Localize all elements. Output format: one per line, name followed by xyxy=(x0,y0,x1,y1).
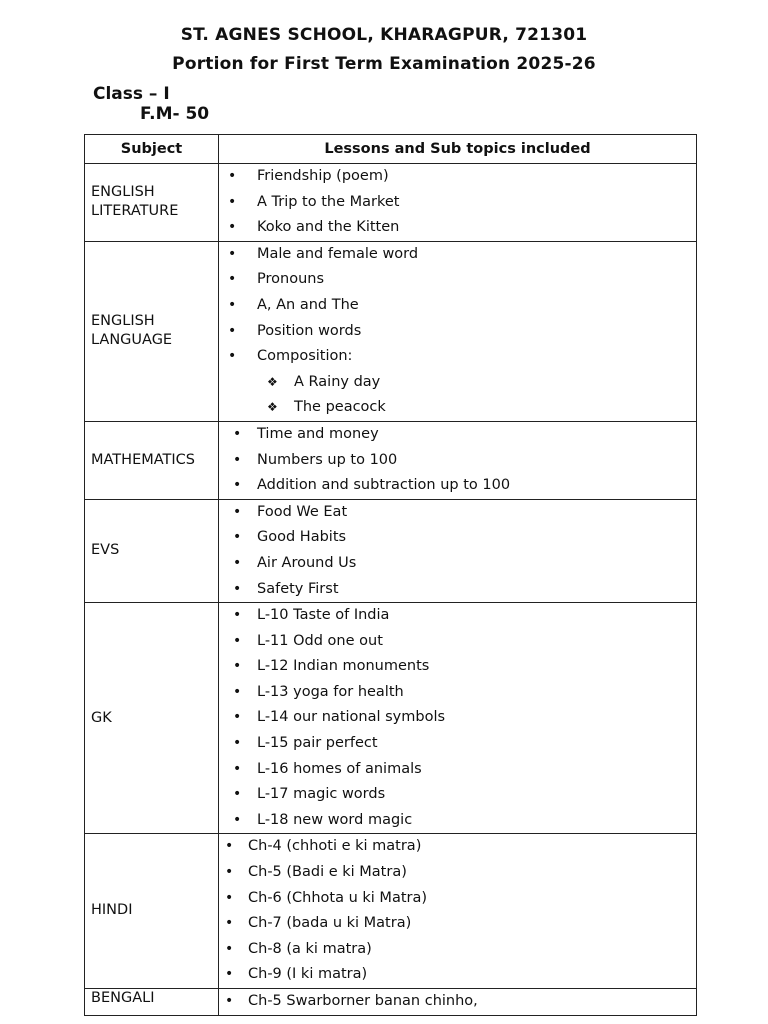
topic-text: Ch-6 (Chhota u ki Matra) xyxy=(248,889,428,906)
subtopic-item xyxy=(219,395,696,421)
topic-text: L-18 new word magic xyxy=(257,811,413,828)
topic-item xyxy=(219,808,696,834)
topic-list xyxy=(219,989,696,1015)
bullet-icon: • xyxy=(233,735,242,752)
topic-item xyxy=(219,654,696,680)
bullet-icon: • xyxy=(233,580,242,597)
subject-name: LITERATURE xyxy=(91,203,179,220)
bullet-icon: • xyxy=(233,425,242,442)
topic-text: L-10 Taste of India xyxy=(257,607,390,624)
topic-text: Food We Eat xyxy=(257,503,348,520)
topic-item xyxy=(219,603,696,629)
table-row xyxy=(85,834,697,989)
topic-text: L-14 our national symbols xyxy=(257,709,446,726)
exam-title: Portion for First Term Examination 2025-26 xyxy=(172,54,596,74)
subject-name: LANGUAGE xyxy=(91,332,173,349)
bullet-icon: • xyxy=(228,219,237,236)
topic-item xyxy=(219,164,696,190)
bullet-icon: • xyxy=(233,451,242,468)
bullet-icon: • xyxy=(228,348,237,365)
topic-item xyxy=(219,319,696,345)
subject-name: ENGLISH xyxy=(91,183,155,200)
bullet-icon: • xyxy=(233,477,242,494)
topic-text: Friendship (poem) xyxy=(257,168,389,184)
bullet-icon: • xyxy=(228,168,237,184)
bullet-icon: • xyxy=(233,529,242,546)
bullet-icon: • xyxy=(225,966,234,983)
table-row xyxy=(85,499,697,602)
diamond-bullet-icon: ❖ xyxy=(267,400,278,415)
topics-cell xyxy=(219,603,697,834)
bullet-icon: • xyxy=(225,838,234,855)
subject-name: GK xyxy=(91,709,112,726)
topic-item xyxy=(219,215,696,241)
subtopic-text: A Rainy day xyxy=(294,373,381,390)
topics-cell xyxy=(219,241,697,421)
topic-item xyxy=(219,680,696,706)
topic-text: Addition and subtraction up to 100 xyxy=(257,477,511,494)
topics-cell xyxy=(219,834,697,989)
portion-table xyxy=(84,134,697,1016)
subject-name: MATHEMATICS xyxy=(91,451,195,468)
bullet-icon: • xyxy=(225,889,234,906)
topic-item xyxy=(219,886,696,912)
table-row xyxy=(85,603,697,834)
table-row xyxy=(85,989,697,1016)
subject-cell xyxy=(85,603,219,834)
column-header-lessons: Lessons and Sub topics included xyxy=(219,135,697,164)
bullet-icon: • xyxy=(233,632,242,649)
topic-item xyxy=(219,242,696,268)
topic-list xyxy=(219,164,696,241)
topic-text: Koko and the Kitten xyxy=(257,219,400,236)
subject-cell xyxy=(85,834,219,989)
bullet-icon: • xyxy=(225,993,234,1009)
subtopic-text: The peacock xyxy=(294,399,386,416)
topic-list xyxy=(219,422,696,499)
subtopic-item xyxy=(219,370,696,396)
bullet-icon: • xyxy=(228,245,237,262)
class-label: Class – I xyxy=(93,84,170,104)
topic-text: Male and female word xyxy=(257,245,419,262)
topic-item xyxy=(219,782,696,808)
bullet-icon: • xyxy=(233,607,242,624)
bullet-icon: • xyxy=(233,658,242,675)
topic-item xyxy=(219,860,696,886)
topic-text: Position words xyxy=(257,322,362,339)
bullet-icon: • xyxy=(233,786,242,803)
bullet-icon: • xyxy=(233,811,242,828)
subject-name: EVS xyxy=(91,542,120,559)
topic-item xyxy=(219,267,696,293)
topic-item xyxy=(219,293,696,319)
topics-cell xyxy=(219,164,697,242)
topic-text: Numbers up to 100 xyxy=(257,451,398,468)
table-row xyxy=(85,164,697,242)
subject-name: BENGALI xyxy=(91,990,155,1006)
topic-text: Safety First xyxy=(257,580,339,597)
bullet-icon: • xyxy=(233,503,242,520)
topics-cell xyxy=(219,989,697,1016)
topic-item xyxy=(219,834,696,860)
bullet-icon: • xyxy=(225,915,234,932)
topic-item xyxy=(219,989,696,1015)
topic-item xyxy=(219,551,696,577)
table-row xyxy=(85,241,697,421)
bullet-icon: • xyxy=(233,760,242,777)
topic-item xyxy=(219,731,696,757)
bullet-icon: • xyxy=(233,709,242,726)
topic-text: Ch-5 Swarborner banan chinho, xyxy=(248,993,478,1009)
topic-list xyxy=(219,242,696,421)
subject-cell xyxy=(85,241,219,421)
bullet-icon: • xyxy=(233,554,242,571)
topic-item xyxy=(219,705,696,731)
topic-item xyxy=(219,344,696,370)
topic-text: L-16 homes of animals xyxy=(257,760,422,777)
topic-text: L-12 Indian monuments xyxy=(257,658,430,675)
topic-text: L-15 pair perfect xyxy=(257,735,378,752)
topic-text: Air Around Us xyxy=(257,554,357,571)
topic-text: L-17 magic words xyxy=(257,786,386,803)
topic-text: Ch-5 (Badi e ki Matra) xyxy=(248,864,407,881)
topic-text: Time and money xyxy=(257,425,379,442)
topic-item xyxy=(219,448,696,474)
subject-cell xyxy=(85,421,219,499)
subject-name: ENGLISH xyxy=(91,312,155,329)
school-name: ST. AGNES SCHOOL, KHARAGPUR, 721301 xyxy=(180,25,588,45)
topic-list xyxy=(219,834,696,988)
full-marks-label: F.M- 50 xyxy=(140,104,210,124)
topic-item xyxy=(219,525,696,551)
topic-item xyxy=(219,911,696,937)
bullet-icon: • xyxy=(228,193,237,210)
topic-text: Composition: xyxy=(257,348,353,365)
subject-cell xyxy=(85,989,219,1016)
topic-text: Pronouns xyxy=(257,271,324,288)
topic-item xyxy=(219,473,696,499)
topic-text: A Trip to the Market xyxy=(257,193,400,210)
table-row xyxy=(85,421,697,499)
topic-text: L-13 yoga for health xyxy=(257,683,404,700)
bullet-icon: • xyxy=(225,864,234,881)
topic-text: L-11 Odd one out xyxy=(257,632,383,649)
topic-text: Ch-4 (chhoti e ki matra) xyxy=(248,838,422,855)
topic-text: Ch-9 (I ki matra) xyxy=(248,966,368,983)
table-header-row xyxy=(85,135,697,164)
bullet-icon: • xyxy=(225,940,234,957)
topic-list xyxy=(219,603,696,833)
subject-name: HINDI xyxy=(91,902,133,919)
bullet-icon: • xyxy=(228,322,237,339)
topic-list xyxy=(219,500,696,602)
bullet-icon: • xyxy=(228,271,237,288)
topic-item xyxy=(219,190,696,216)
topic-item xyxy=(219,422,696,448)
topic-text: Good Habits xyxy=(257,529,347,546)
topic-item xyxy=(219,757,696,783)
diamond-bullet-icon: ❖ xyxy=(267,374,278,389)
column-header-subject: Subject xyxy=(85,135,219,164)
bullet-icon: • xyxy=(233,683,242,700)
topic-text: Ch-8 (a ki matra) xyxy=(248,940,372,957)
topic-text: A, An and The xyxy=(257,296,359,313)
topics-cell xyxy=(219,499,697,602)
bullet-icon: • xyxy=(228,296,237,313)
topic-item xyxy=(219,500,696,526)
topic-text: Ch-7 (bada u ki Matra) xyxy=(248,915,412,932)
topic-item xyxy=(219,937,696,963)
topic-item xyxy=(219,629,696,655)
subject-cell xyxy=(85,499,219,602)
topic-item xyxy=(219,962,696,988)
topic-item xyxy=(219,577,696,603)
subject-cell xyxy=(85,164,219,242)
topics-cell xyxy=(219,421,697,499)
